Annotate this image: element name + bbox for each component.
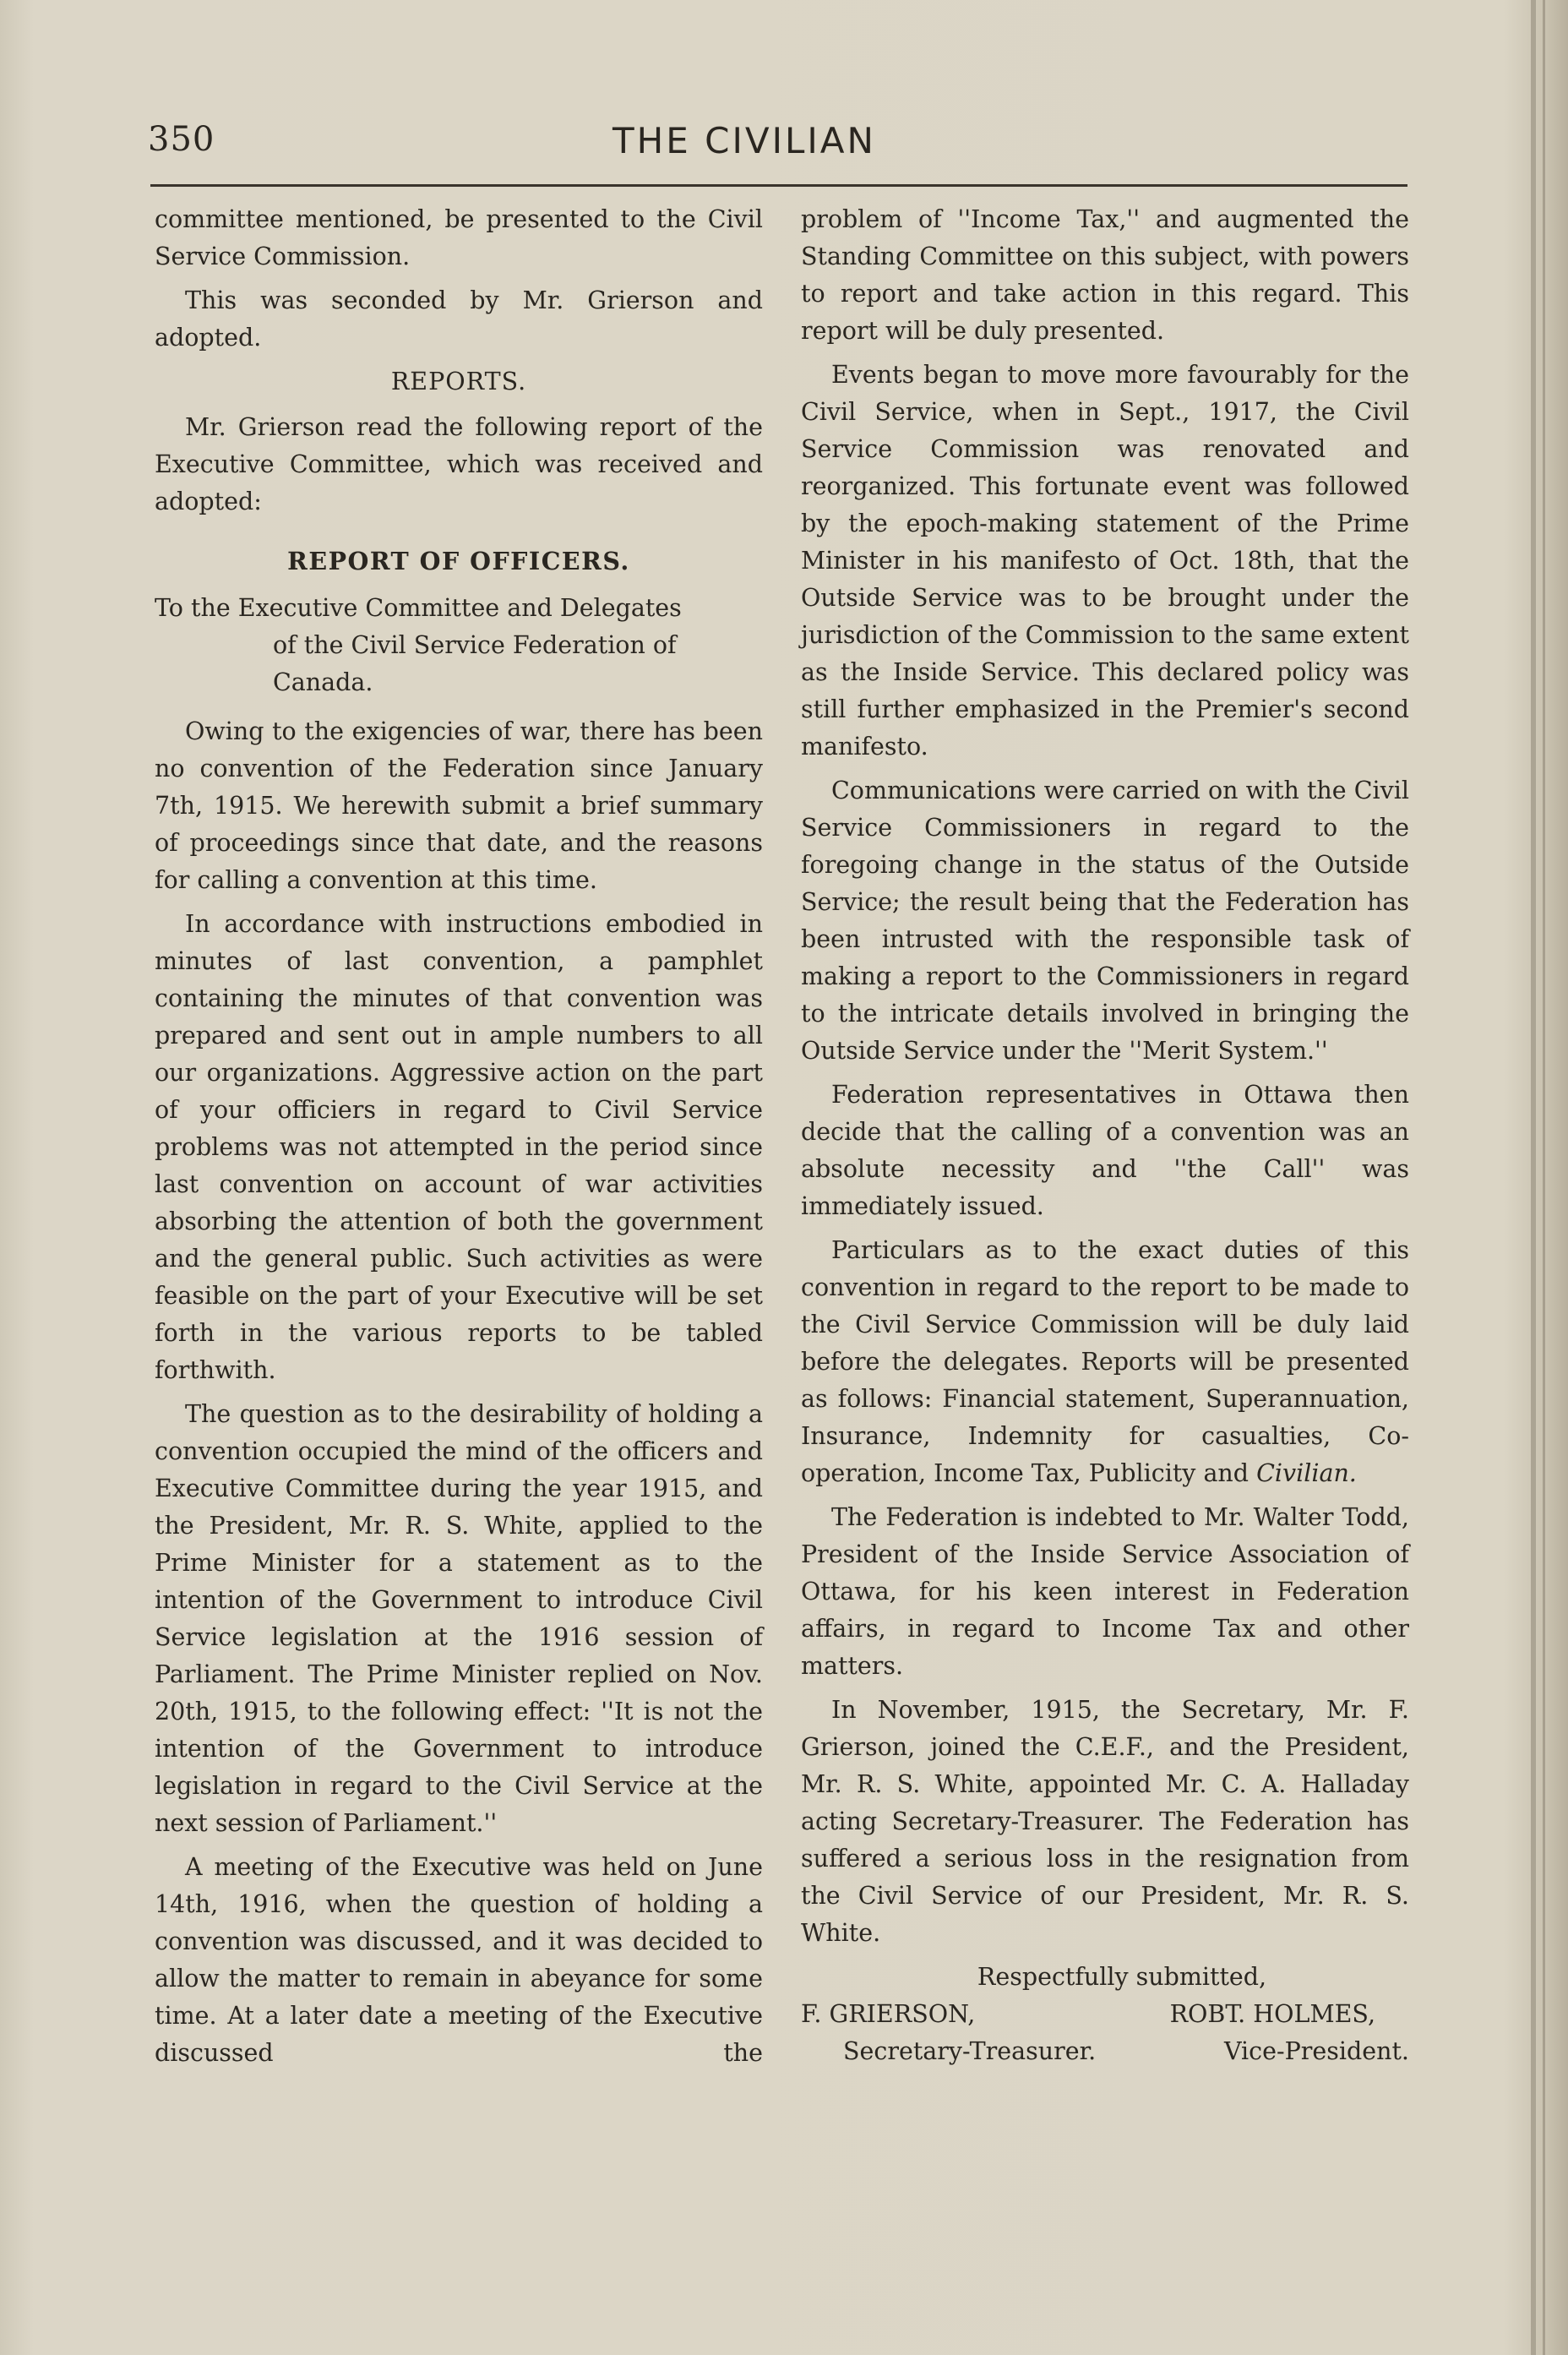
signatory-name: ROBT. HOLMES, (1169, 2000, 1375, 2028)
paragraph: This was seconded by Mr. Grierson and adopted. (155, 286, 763, 352)
paragraph: problem of ''Income Tax,'' and augmented the Standing Committee on this subject, with powers to report and take action in this regard. This report will be duly presented. (801, 205, 1409, 345)
paragraph: Mr. Grierson read the following report of the Executive Committee, which was received and adopted: (155, 413, 763, 515)
binding-shadow (1531, 0, 1536, 2355)
right-column (801, 201, 1409, 2070)
paragraph: Owing to the exigencies of war, there has been no convention of the Federation since January 7th, 1915. We herewith submit a brief summary of proceedings since that date, and the reasons for calling a convention at this time. (155, 717, 763, 894)
signatory-title: Secretary-Treasurer. (843, 2037, 1097, 2065)
paragraph: In accordance with instructions embodied in minutes of last convention, a pamphlet containing the minutes of that convention was prepared and sent out in ample numbers to all our organizations. Aggressive action on the part of your officiers in regard to Civil Service problems was not attempted in the period since last convention on account of war activities absorbing the attention of both the government and the general public. Such activities as were feasible on the part of your Executive will be set forth in the various reports to be tabled forthwith. (155, 910, 763, 1384)
publication-name: Civilian. (1256, 1459, 1357, 1487)
section-heading-report-of-officers: REPORT OF OFFICERS. (287, 547, 630, 575)
closing-salutation: Respectfully submitted, (977, 1963, 1267, 1991)
page-number: 350 (148, 120, 215, 159)
paragraph (801, 1232, 1409, 1492)
paragraph: committee mentioned, be presented to the Civil Service Commission. (155, 205, 763, 270)
paragraph: Events began to move more favourably for the Civil Service, when in Sept., 1917, the Civil Service Commission was renovated and reorganized. This fortunate event was followed by the epoch-making statement of the Prime Minister in his manifesto of Oct. 18th, that the Outside Service was to be brought under the jurisdiction of the Commission to the same extent as the Inside Service. This declared policy was still further emphasized in the Premier's second manifesto. (801, 361, 1409, 760)
paragraph: Communications were carried on with the Civil Service Commissioners in regard to the foregoing change in the status of the Outside Service; the result being that the Federation has been intrusted with the responsible task of making a report to the Commissioners in regard to the intricate details involved in bringing the Outside Service under the ''Merit System.'' (801, 777, 1409, 1065)
address-block (155, 590, 763, 701)
section-heading-reports: REPORTS. (390, 368, 527, 395)
signatory-name: F. GRIERSON, (801, 2000, 976, 2028)
signature-names (801, 1996, 1409, 2033)
left-column (155, 201, 763, 2079)
signatory-title: Vice-President. (1223, 2037, 1409, 2065)
paragraph: Federation representatives in Ottawa then decide that the calling of a convention was an absolute necessity and ''the Call'' was immediately issued. (801, 1081, 1409, 1220)
page-header (148, 117, 1415, 176)
paragraph: The question as to the desirability of holding a convention occupied the mind of the officers and Executive Committee during the year 1915, and the President, Mr. R. S. White, applied to the Prime Minister for a statement as to the intention of the Government to introduce Civil Service legislation at the 1916 session of Parliament. The Prime Minister replied on Nov. 20th, 1915, to the following effect: ''It is not the intention of the Government to introduce legislation in regard to the Civil Service at the next session of Parliament.'' (155, 1400, 763, 1837)
header-rule (150, 184, 1407, 187)
binding-shadow-edge (1543, 0, 1545, 2355)
paragraph: The Federation is indebted to Mr. Walter Todd, President of the Inside Service Association of Ottawa, for his keen interest in Federation affairs, in regard to Income Tax and other matters. (801, 1503, 1409, 1680)
running-title: THE CIVILIAN (612, 120, 876, 161)
address-line: of the Civil Service Federation of Canada. (273, 631, 677, 696)
paragraph-text: Particulars as to the exact duties of this convention in regard to the report to be made to the Civil Service Commission will be duly laid before the delegates. Reports will be presented as follows: Financial statement, Superannuation, Insurance, Indemnity for casualties, Co-operation, Income Tax, Publicity and (801, 1236, 1409, 1487)
paragraph: A meeting of the Executive was held on June 14th, 1916, when the question of holding a convention was discussed, and it was decided to allow the matter to remain in abeyance for some time. At a later date a meeting of the Executive discussed the (155, 1853, 763, 2067)
signature-titles (801, 2033, 1409, 2070)
address-line: To the Executive Committee and Delegates (155, 594, 682, 622)
paragraph: In November, 1915, the Secretary, Mr. F. Grierson, joined the C.E.F., and the President, Mr. R. S. White, appointed Mr. C. A. Halladay acting Secretary-Treasurer. The Federation has suffered a serious loss in the resignation from the Civil Service of our President, Mr. R. S. White. (801, 1696, 1409, 1947)
